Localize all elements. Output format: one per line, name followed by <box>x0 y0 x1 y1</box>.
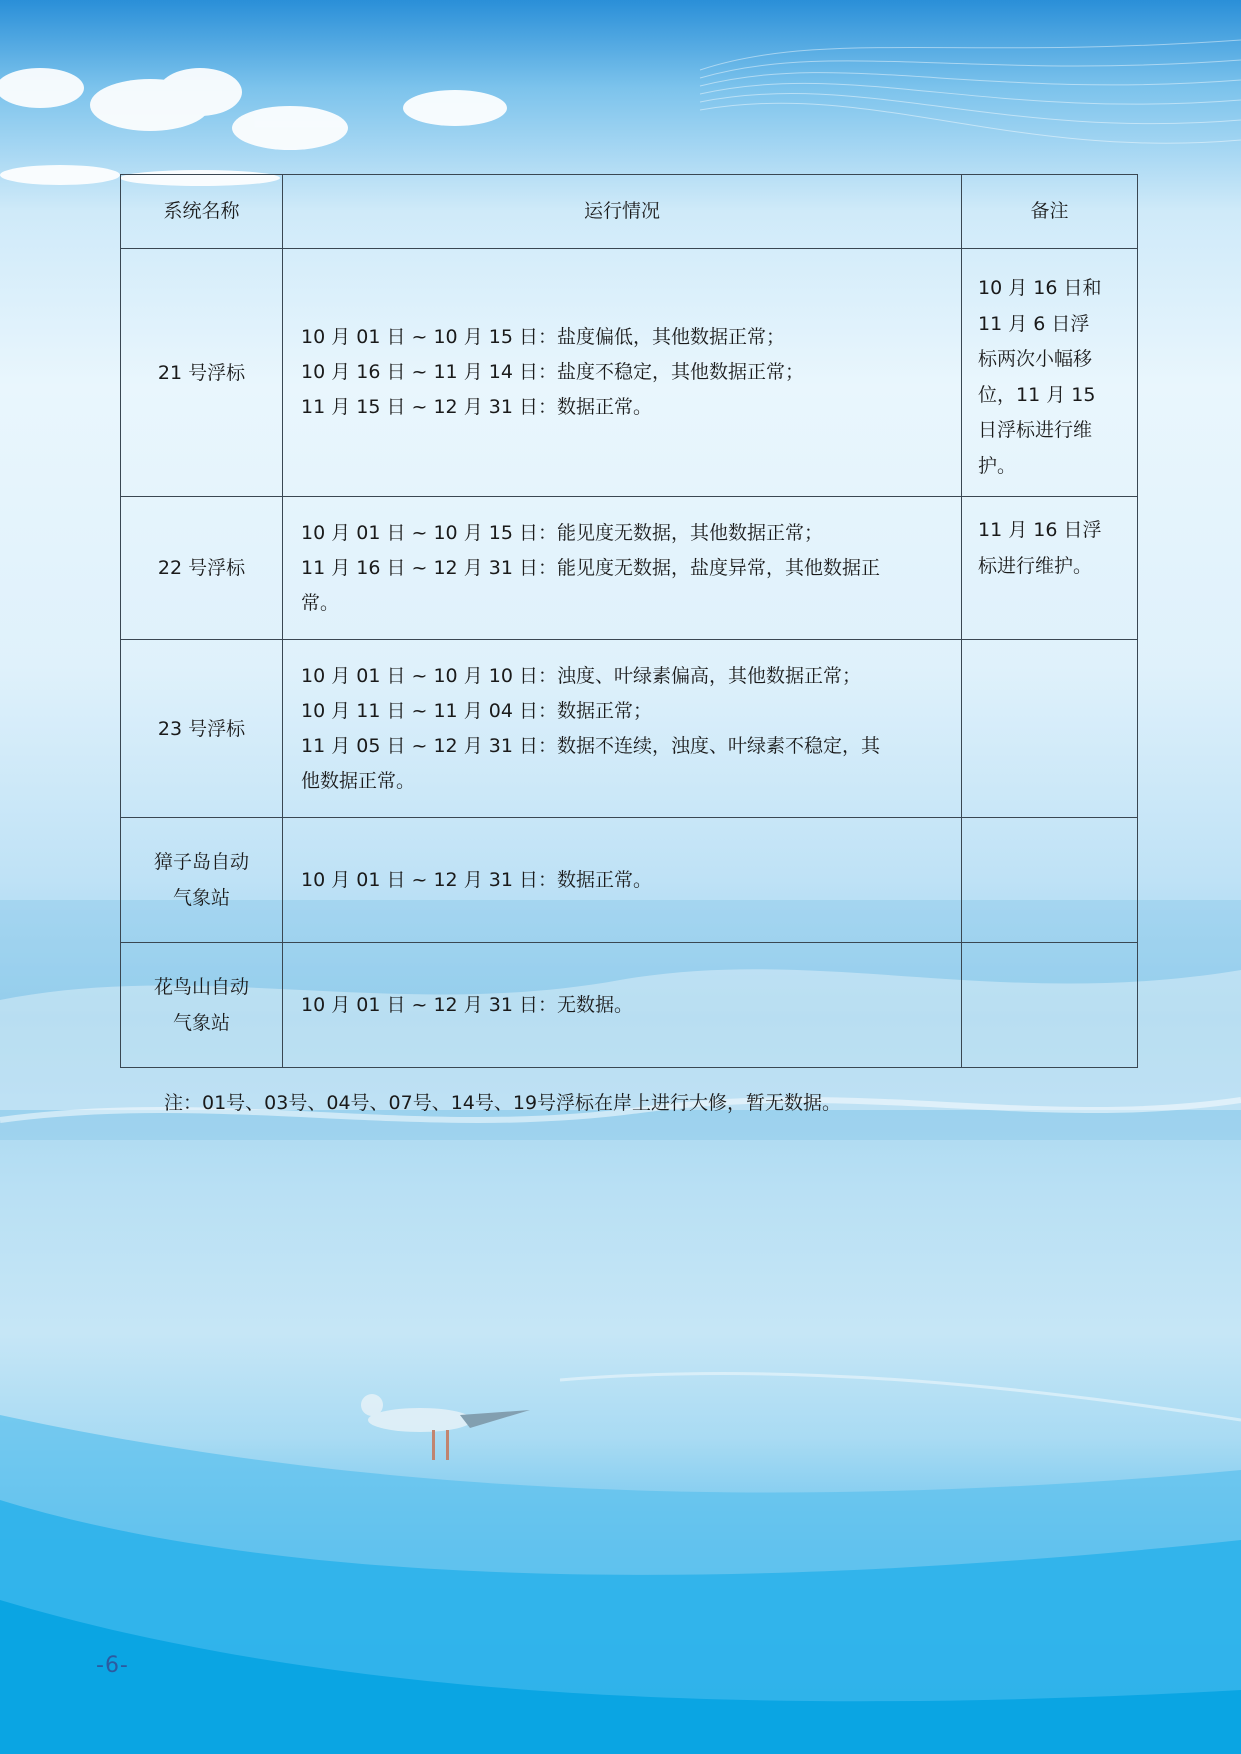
header-remark: 备注 <box>962 175 1138 249</box>
cell-text: 他数据正常。 <box>301 769 416 792</box>
table-row <box>121 943 1138 1068</box>
header-system-name: 系统名称 <box>121 175 283 249</box>
cell-text: 21 号浮标 <box>157 361 246 384</box>
table-row <box>121 249 1138 497</box>
cell-text: 日浮标进行维 <box>978 419 1093 441</box>
cell-text: 标进行维护。 <box>978 554 1093 577</box>
status-cell <box>283 943 962 1068</box>
status-cell <box>283 818 962 943</box>
cell-text: 11 月 16 日浮 <box>978 519 1102 541</box>
cell-text: 10 月 01 日 ~ 10 月 10 日：浊度、叶绿素偏高，其他数据正常； <box>301 664 861 687</box>
cell-text: 22 号浮标 <box>157 557 246 579</box>
cell-text: 10 月 01 日 ~ 10 月 15 日：能见度无数据，其他数据正常； <box>301 521 823 544</box>
cell-text: 10 月 11 日 ~ 11 月 04 日：数据正常； <box>301 699 652 722</box>
remark-cell <box>962 497 1138 640</box>
cell-text: 10 月 16 日 ~ 11 月 14 日：盐度不稳定，其他数据正常； <box>301 361 804 383</box>
cell-text: 气象站 <box>172 887 230 909</box>
clouds <box>0 68 507 186</box>
system-name-cell <box>121 640 283 818</box>
cell-text: 獐子岛自动 <box>153 851 249 873</box>
system-name-cell <box>121 249 283 497</box>
seagull-icon <box>361 1394 530 1460</box>
remark-cell <box>962 818 1138 943</box>
table-row <box>121 640 1138 818</box>
cell-text: 气象站 <box>172 1012 230 1034</box>
page-number: -6- <box>96 1653 129 1678</box>
remark-cell <box>962 249 1138 497</box>
table-row <box>121 818 1138 943</box>
cell-text: 花鸟山自动 <box>153 976 249 998</box>
cell-text: 11 月 05 日 ~ 12 月 31 日：数据不连续，浊度、叶绿素不稳定，其 <box>301 734 880 757</box>
header-operation-status: 运行情况 <box>283 175 962 249</box>
cell-text: 位，11 月 15 <box>978 383 1096 406</box>
cell-text: 11 月 16 日 ~ 12 月 31 日：能见度无数据，盐度异常，其他数据正 <box>301 556 880 579</box>
table-footnote: 注：01号、03号、04号、07号、14号、19号浮标在岸上进行大修，暂无数据。 <box>164 1092 842 1114</box>
table-header-row <box>121 175 1138 249</box>
system-name-cell <box>121 943 283 1068</box>
buoy-status-table <box>120 174 1138 1068</box>
cell-text: 标两次小幅移 <box>978 348 1093 370</box>
cell-text: 10 月 01 日 ~ 12 月 31 日：数据正常。 <box>301 868 652 891</box>
cell-text: 10 月 01 日 ~ 10 月 15 日：盐度偏低，其他数据正常； <box>301 326 785 348</box>
status-cell <box>283 249 962 497</box>
cell-text: 10 月 01 日 ~ 12 月 31 日：无数据。 <box>301 993 633 1016</box>
cell-text: 10 月 16 日和 <box>978 277 1102 299</box>
remark-cell <box>962 943 1138 1068</box>
cell-text: 23 号浮标 <box>157 717 246 740</box>
system-name-cell <box>121 818 283 943</box>
remark-cell <box>962 640 1138 818</box>
cell-text: 11 月 15 日 ~ 12 月 31 日：数据正常。 <box>301 396 652 418</box>
status-cell <box>283 497 962 640</box>
cell-text: 11 月 6 日浮 <box>978 312 1090 335</box>
buoy-status-table-container <box>120 174 1137 1068</box>
cell-text: 护。 <box>978 454 1017 477</box>
status-cell <box>283 640 962 818</box>
system-name-cell <box>121 497 283 640</box>
cell-text: 常。 <box>301 591 340 614</box>
table-row <box>121 497 1138 640</box>
